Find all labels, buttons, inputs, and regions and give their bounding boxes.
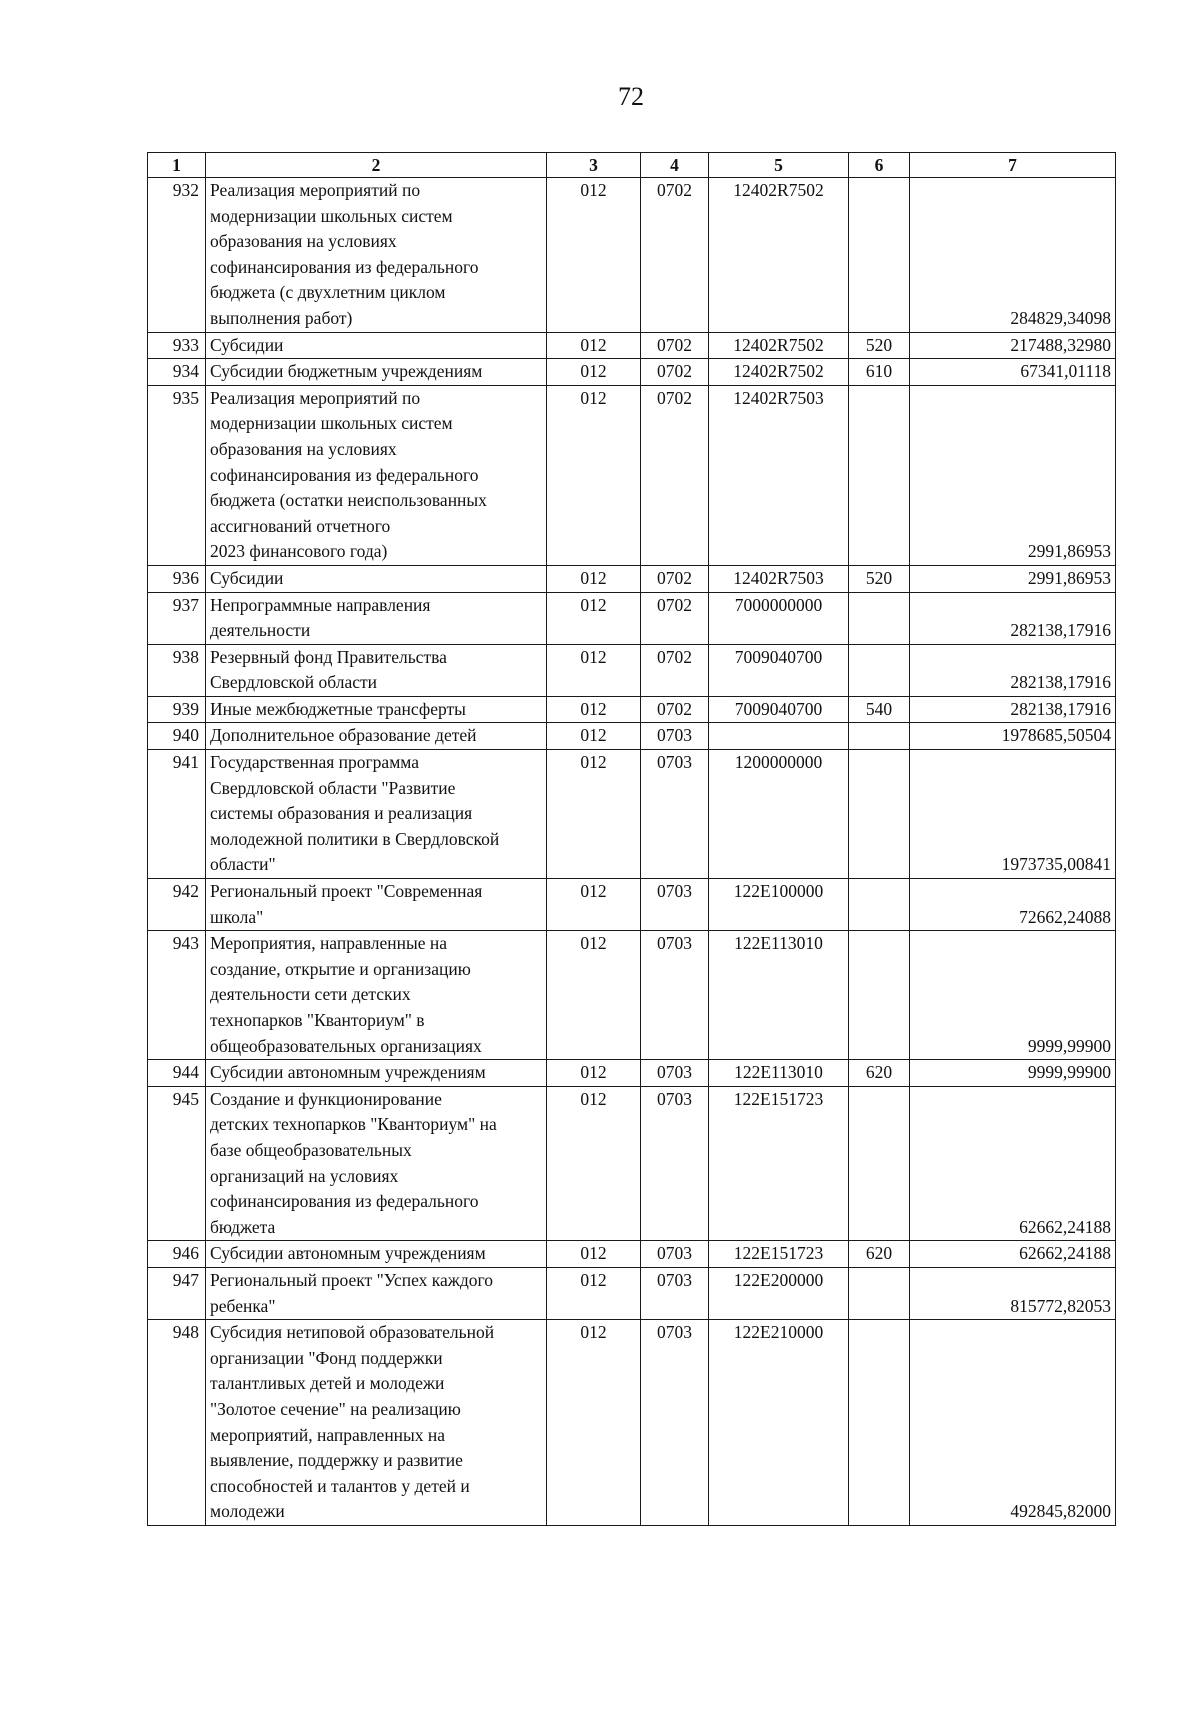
- section-code: 0703: [641, 1320, 709, 1526]
- section-code: 0702: [641, 644, 709, 696]
- row-number: 943: [148, 931, 206, 1060]
- ministry-code: 012: [547, 879, 641, 931]
- row-number: 936: [148, 565, 206, 592]
- column-header-7: 7: [910, 153, 1116, 178]
- column-header-5: 5: [709, 153, 849, 178]
- target-article-code: 1200000000: [709, 750, 849, 879]
- amount: 282138,17916: [910, 592, 1116, 644]
- row-name: Субсидии бюджетным учреждениям: [206, 359, 547, 386]
- ministry-code: 012: [547, 332, 641, 359]
- target-article-code: 7000000000: [709, 592, 849, 644]
- ministry-code: 012: [547, 1060, 641, 1087]
- expense-type-code: [849, 1320, 910, 1526]
- row-name: Реализация мероприятий по модернизации школьных систем образования на условиях софинансирования из федерального бюджета (с двухлетним циклом выполнения работ): [206, 178, 547, 333]
- column-header-1: 1: [148, 153, 206, 178]
- row-number: 940: [148, 723, 206, 750]
- target-article-code: 12402R7503: [709, 385, 849, 565]
- row-name: Непрограммные направления деятельности: [206, 592, 547, 644]
- target-article-code: 122Е113010: [709, 931, 849, 1060]
- section-code: 0702: [641, 592, 709, 644]
- table-body: [148, 178, 1116, 1526]
- ministry-code: 012: [547, 931, 641, 1060]
- section-code: 0702: [641, 178, 709, 333]
- expense-type-code: 540: [849, 696, 910, 723]
- table-row: [148, 644, 1116, 696]
- expense-type-code: [849, 723, 910, 750]
- ministry-code: 012: [547, 696, 641, 723]
- section-code: 0703: [641, 1086, 709, 1241]
- amount: 815772,82053: [910, 1267, 1116, 1319]
- target-article-code: 7009040700: [709, 644, 849, 696]
- expense-type-code: [849, 385, 910, 565]
- header-row: [148, 153, 1116, 178]
- ministry-code: 012: [547, 592, 641, 644]
- table-row: [148, 1060, 1116, 1087]
- expense-type-code: [849, 931, 910, 1060]
- row-name: Субсидии: [206, 332, 547, 359]
- target-article-code: 12402R7502: [709, 178, 849, 333]
- ministry-code: 012: [547, 565, 641, 592]
- table-row: [148, 385, 1116, 565]
- row-number: 941: [148, 750, 206, 879]
- target-article-code: 122Е210000: [709, 1320, 849, 1526]
- table-row: [148, 931, 1116, 1060]
- ministry-code: 012: [547, 385, 641, 565]
- table-row: [148, 1241, 1116, 1268]
- amount: 62662,24188: [910, 1086, 1116, 1241]
- column-header-6: 6: [849, 153, 910, 178]
- expense-type-code: [849, 750, 910, 879]
- ministry-code: 012: [547, 1086, 641, 1241]
- amount: 2991,86953: [910, 565, 1116, 592]
- amount: 282138,17916: [910, 696, 1116, 723]
- row-number: 942: [148, 879, 206, 931]
- row-name: Государственная программа Свердловской области "Развитие системы образования и реализация молодежной политики в Свердловской области": [206, 750, 547, 879]
- row-name: Субсидии автономным учреждениям: [206, 1241, 547, 1268]
- section-code: 0703: [641, 750, 709, 879]
- expense-type-code: [849, 592, 910, 644]
- ministry-code: 012: [547, 644, 641, 696]
- amount: 2991,86953: [910, 385, 1116, 565]
- row-number: 948: [148, 1320, 206, 1526]
- amount: 9999,99900: [910, 931, 1116, 1060]
- expense-type-code: 620: [849, 1060, 910, 1087]
- target-article-code: 12402R7502: [709, 332, 849, 359]
- expense-type-code: 620: [849, 1241, 910, 1268]
- table-row: [148, 178, 1116, 333]
- row-number: 937: [148, 592, 206, 644]
- expense-type-code: 520: [849, 332, 910, 359]
- section-code: 0702: [641, 696, 709, 723]
- ministry-code: 012: [547, 359, 641, 386]
- expense-type-code: [849, 644, 910, 696]
- amount: 1973735,00841: [910, 750, 1116, 879]
- row-number: 947: [148, 1267, 206, 1319]
- row-number: 946: [148, 1241, 206, 1268]
- amount: 72662,24088: [910, 879, 1116, 931]
- table-row: [148, 879, 1116, 931]
- row-name: Дополнительное образование детей: [206, 723, 547, 750]
- target-article-code: 122Е151723: [709, 1086, 849, 1241]
- row-name: Резервный фонд Правительства Свердловской области: [206, 644, 547, 696]
- section-code: 0703: [641, 1241, 709, 1268]
- section-code: 0703: [641, 723, 709, 750]
- table-row: [148, 696, 1116, 723]
- amount: 492845,82000: [910, 1320, 1116, 1526]
- section-code: 0703: [641, 931, 709, 1060]
- table-row: [148, 750, 1116, 879]
- column-header-2: 2: [206, 153, 547, 178]
- table-row: [148, 723, 1116, 750]
- row-name: Субсидии автономным учреждениям: [206, 1060, 547, 1087]
- amount: 1978685,50504: [910, 723, 1116, 750]
- expense-type-code: [849, 879, 910, 931]
- amount: 62662,24188: [910, 1241, 1116, 1268]
- section-code: 0702: [641, 565, 709, 592]
- target-article-code: 7009040700: [709, 696, 849, 723]
- row-name: Реализация мероприятий по модернизации школьных систем образования на условиях софинансирования из федерального бюджета (остатки неиспользованных ассигнований отчетного 2023 финансового года): [206, 385, 547, 565]
- table-row: [148, 592, 1116, 644]
- amount: 284829,34098: [910, 178, 1116, 333]
- row-number: 944: [148, 1060, 206, 1087]
- target-article-code: 122Е151723: [709, 1241, 849, 1268]
- ministry-code: 012: [547, 1267, 641, 1319]
- row-name: Создание и функционирование детских технопарков "Кванториум" на базе общеобразовательных организаций на условиях софинансирования из федерального бюджета: [206, 1086, 547, 1241]
- section-code: 0702: [641, 385, 709, 565]
- section-code: 0703: [641, 1267, 709, 1319]
- row-name: Иные межбюджетные трансферты: [206, 696, 547, 723]
- expense-type-code: 520: [849, 565, 910, 592]
- row-number: 945: [148, 1086, 206, 1241]
- ministry-code: 012: [547, 178, 641, 333]
- row-number: 935: [148, 385, 206, 565]
- expense-type-code: 610: [849, 359, 910, 386]
- target-article-code: 12402R7502: [709, 359, 849, 386]
- ministry-code: 012: [547, 1241, 641, 1268]
- page-number: 72: [618, 82, 644, 111]
- table-row: [148, 1267, 1116, 1319]
- expense-type-code: [849, 178, 910, 333]
- row-number: 934: [148, 359, 206, 386]
- amount: 67341,01118: [910, 359, 1116, 386]
- target-article-code: 122Е100000: [709, 879, 849, 931]
- target-article-code: 122Е200000: [709, 1267, 849, 1319]
- section-code: 0703: [641, 1060, 709, 1087]
- table-row: [148, 332, 1116, 359]
- section-code: 0702: [641, 332, 709, 359]
- table-row: [148, 1086, 1116, 1241]
- target-article-code: 122Е113010: [709, 1060, 849, 1087]
- amount: 282138,17916: [910, 644, 1116, 696]
- ministry-code: 012: [547, 1320, 641, 1526]
- budget-table: [147, 152, 1116, 1526]
- table-row: [148, 1320, 1116, 1526]
- ministry-code: 012: [547, 750, 641, 879]
- column-header-4: 4: [641, 153, 709, 178]
- row-name: Мероприятия, направленные на создание, открытие и организацию деятельности сети детских технопарков "Кванториум" в общеобразовательных организациях: [206, 931, 547, 1060]
- expense-type-code: [849, 1086, 910, 1241]
- row-name: Региональный проект "Современная школа": [206, 879, 547, 931]
- table-row: [148, 359, 1116, 386]
- row-name: Региональный проект "Успех каждого ребенка": [206, 1267, 547, 1319]
- target-article-code: [709, 723, 849, 750]
- amount: 217488,32980: [910, 332, 1116, 359]
- column-header-3: 3: [547, 153, 641, 178]
- expense-type-code: [849, 1267, 910, 1319]
- row-number: 939: [148, 696, 206, 723]
- section-code: 0702: [641, 359, 709, 386]
- row-number: 933: [148, 332, 206, 359]
- row-number: 938: [148, 644, 206, 696]
- ministry-code: 012: [547, 723, 641, 750]
- table-row: [148, 565, 1116, 592]
- row-name: Субсидии: [206, 565, 547, 592]
- row-number: 932: [148, 178, 206, 333]
- section-code: 0703: [641, 879, 709, 931]
- amount: 9999,99900: [910, 1060, 1116, 1087]
- target-article-code: 12402R7503: [709, 565, 849, 592]
- row-name: Субсидия нетиповой образовательной организации "Фонд поддержки талантливых детей и молодежи "Золотое сечение" на реализацию мероприятий, направленных на выявление, поддержку и развитие способностей и талантов у детей и молодежи: [206, 1320, 547, 1526]
